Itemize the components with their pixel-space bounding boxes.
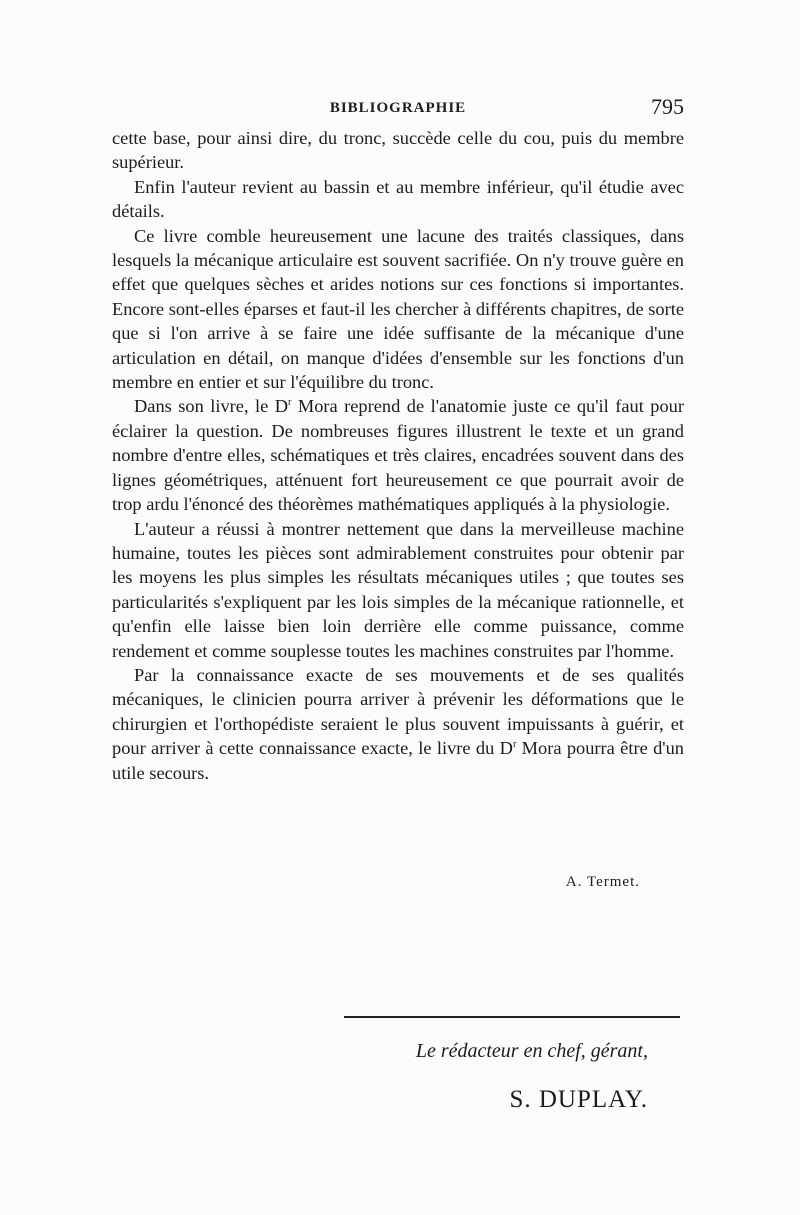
paragraph-6	[112, 663, 684, 785]
paragraph-5: L'auteur a réussi à montrer nettement que dans la merveilleuse machine humaine, toutes les pièces sont admirablement construites pour obtenir par les moyens les plus simples les résultats mécaniques utiles ; que toutes ses particularités s'expliquent par les lois simples de la mécanique rationnelle, et qu'enfin elle laisse bien loin derrière elle comme puissance, comme rendement et comme souplesse toutes les machines construites par l'homme.	[112, 518, 684, 661]
paragraph-3: Ce livre comble heureusement une lacune des traités classiques, dans lesquels la mécanique articulaire est souvent sacrifiée. On n'y trouve guère en effet que quelques sèches et arides notions sur ces fonctions si importantes. Encore sont-elles éparses et faut-il les chercher à différents chapitres, de sorte que si l'on arrive à se faire une idée suffisante de la mécanique d'une articulation en détail, on manque d'idées d'ensemble sur les fonctions d'un membre en entier et sur l'équilibre du tronc.	[112, 225, 684, 393]
paragraph-4-start: Dans son livre, le D	[134, 396, 289, 417]
paragraph-1: cette base, pour ainsi dire, du tronc, succède celle du cou, puis du membre supérieur.	[112, 128, 684, 173]
paragraph-6-start: Par la connaissance exacte de ses mouvements et de ses qualités mécaniques, le clinicien pourra arriver à prévenir les déformations que le chirurgien et l'orthopédiste seraient le plus souvent impuissants à guérir, et pour arriver à cette connaissance exacte, le livre du D	[112, 664, 684, 759]
paragraph-6-end: Mora pourra être d'un utile secours.	[112, 738, 684, 783]
editor-name: S. DUPLAY.	[509, 1086, 648, 1113]
editor-title: Le rédacteur en chef, gérant,	[415, 1040, 648, 1062]
doctor-superscript: r	[512, 739, 517, 751]
doctor-superscript: r	[288, 397, 292, 409]
running-title: BIBLIOGRAPHIE	[329, 100, 467, 116]
paragraph-4-end: Mora reprend de l'anatomie juste ce qu'il faut pour éclairer la question. De nombreuses figures illustrent le texte et un grand nombre d'entre elles, schématiques et très claires, encadrées souvent dans des lignes géométriques, atténuent fort heureusement ce que pourrait avoir de trop ardu l'énoncé des théorèmes mathématiques appliqués à la physiologie.	[112, 396, 684, 515]
paragraph-2: Enfin l'auteur revient au bassin et au membre inférieur, qu'il étudie avec détails.	[112, 176, 684, 222]
page-number: 795	[651, 94, 684, 119]
footer-divider	[344, 1016, 680, 1018]
page-header	[112, 92, 684, 122]
paragraph-4	[112, 394, 684, 516]
review-text	[112, 126, 684, 785]
review-signature: A. Termet.	[565, 874, 640, 890]
